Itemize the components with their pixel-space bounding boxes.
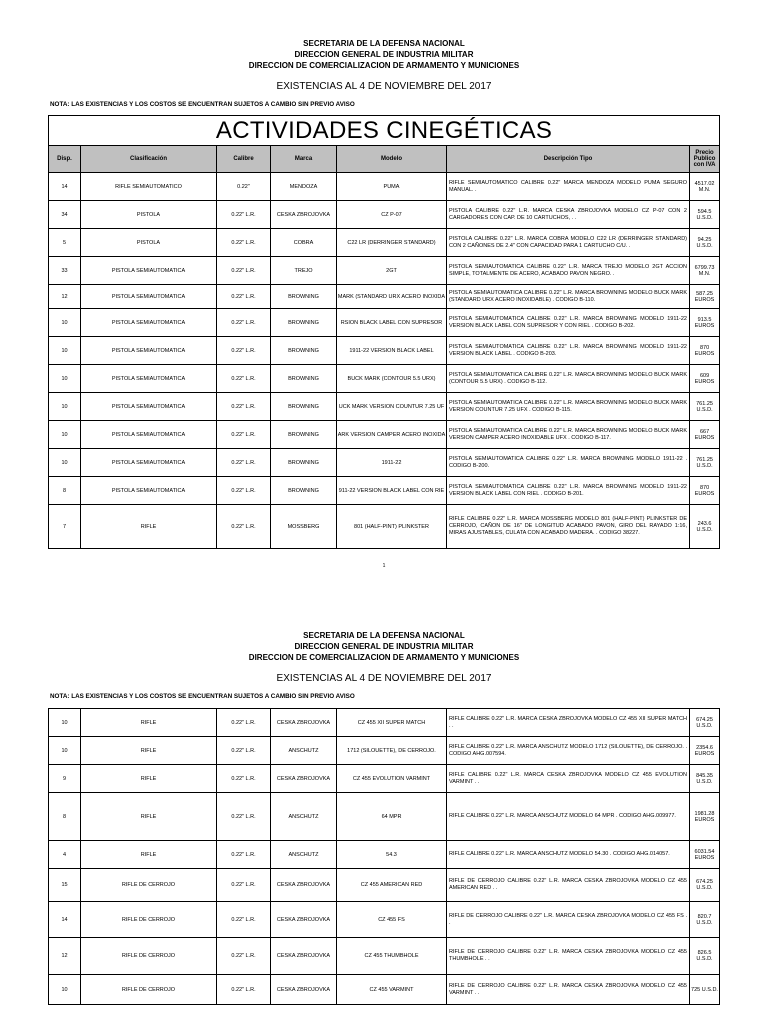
table-row — [49, 393, 720, 421]
cell-marca: CESKA ZBROJOVKA — [271, 869, 337, 902]
cell-marca: BROWNING — [271, 449, 337, 477]
page-2 — [0, 628, 768, 701]
cell-clasificacion: PISTOLA SEMIAUTOMATICA — [81, 285, 217, 309]
cell-clasificacion: RIFLE DE CERROJO — [81, 902, 217, 938]
cell-descripcion: RIFLE CALIBRE 0.22" L.R. MARCA MOSSBERG MODELO 801 (HALF-PINT) PLINKSTER DE CERROJO, CAÑON DE 16" DE LONGITUD ACABADO PAVON, GIRO DEL RAYADO 1:16, MIRAS AJUSTABLES, CULATA CON ACABADO MADERA. . CODIGO 38227. — [447, 505, 690, 549]
table-row — [49, 869, 720, 902]
table-row — [49, 285, 720, 309]
cell-precio: 4517.02 M.N. — [690, 173, 720, 201]
cell-marca: CESKA ZBROJOVKA — [271, 902, 337, 938]
cell-marca: ANSCHUTZ — [271, 841, 337, 869]
cell-descripcion: PISTOLA CALIBRE 0.22" L.R. MARCA CESKA ZBROJOVKA MODELO CZ P-07 CON 2 CARGADORES CON CAP. DE 10 CARTUCHOS, . . — [447, 201, 690, 229]
cell-modelo: CZ 455 AMERICAN RED — [337, 869, 447, 902]
header-direccion-comercializacion: DIRECCION DE COMERCIALIZACION DE ARMAMENTO Y MUNICIONES — [248, 61, 520, 70]
table-row — [49, 337, 720, 365]
cell-modelo: 1911-22 VERSION BLACK LABEL — [337, 337, 447, 365]
cell-marca: ANSCHUTZ — [271, 793, 337, 841]
cell-clasificacion: RIFLE SEMIAUTOMATICO — [81, 173, 217, 201]
header-direccion-general: DIRECCION GENERAL DE INDUSTRIA MILITAR — [294, 50, 474, 59]
table-row — [49, 975, 720, 1005]
cell-calibre: 0.22" L.R. — [217, 365, 271, 393]
cell-marca: BROWNING — [271, 365, 337, 393]
cell-calibre: 0.22" L.R. — [217, 841, 271, 869]
cell-disp: 10 — [49, 309, 81, 337]
cell-disp: 8 — [49, 793, 81, 841]
table-row — [49, 229, 720, 257]
cell-modelo: MARK (STANDARD URX ACERO INOXIDA — [337, 285, 447, 309]
cell-descripcion: RIFLE DE CERROJO CALIBRE 0.22" L.R. MARCA CESKA ZBROJOVKA MODELO CZ 455 VARMINT . . — [447, 975, 690, 1005]
cell-modelo: CZ 455 EVOLUTION VARMINT — [337, 765, 447, 793]
cell-modelo: 54.3 — [337, 841, 447, 869]
header-secretaria: SECRETARIA DE LA DEFENSA NACIONAL — [303, 39, 465, 48]
cell-descripcion: RIFLE DE CERROJO CALIBRE 0.22" L.R. MARCA CESKA ZBROJOVKA MODELO CZ 455 THUMBHOLE . . — [447, 938, 690, 975]
col-clasificacion: Clasificación — [81, 146, 217, 173]
cell-calibre: 0.22" L.R. — [217, 421, 271, 449]
cell-clasificacion: PISTOLA SEMIAUTOMATICA — [81, 337, 217, 365]
cell-marca: CESKA ZBROJOVKA — [271, 975, 337, 1005]
cell-disp: 33 — [49, 257, 81, 285]
cell-disp: 10 — [49, 365, 81, 393]
cell-precio: 870 EUROS — [690, 337, 720, 365]
cell-descripcion: PISTOLA SEMIAUTOMATICA CALIBRE 0.22" L.R. MARCA BROWNING MODELO 1911-22 VERSION BLACK LABEL . CODIGO B-203. — [447, 337, 690, 365]
cell-precio: 94.25 U.S.D. — [690, 229, 720, 257]
col-marca: Marca — [271, 146, 337, 173]
existencias-date: EXISTENCIAS AL 4 DE NOVIEMBRE DEL 2017 — [276, 81, 492, 92]
nota-disclaimer: NOTA: LAS EXISTENCIAS Y LOS COSTOS SE ENCUENTRAN SUJETOS A CAMBIO SIN PREVIO AVISO — [50, 101, 355, 108]
cell-disp: 10 — [49, 975, 81, 1005]
cell-clasificacion: PISTOLA — [81, 201, 217, 229]
cell-marca: BROWNING — [271, 477, 337, 505]
cell-clasificacion: RIFLE — [81, 841, 217, 869]
cell-descripcion: PISTOLA SEMIAUTOMATICA CALIBRE 0.22" L.R. MARCA BROWNING MODELO 1911-22 . CODIGO B-200. — [447, 449, 690, 477]
header-direccion-general: DIRECCION GENERAL DE INDUSTRIA MILITAR — [294, 642, 474, 651]
cell-modelo: CZ 455 VARMINT — [337, 975, 447, 1005]
cell-modelo: CZ 455 XII SUPER MATCH — [337, 709, 447, 737]
cell-clasificacion: PISTOLA SEMIAUTOMATICA — [81, 393, 217, 421]
cell-descripcion: RIFLE SEMIAUTOMATICO CALIBRE 0.22" MARCA MENDOZA MODELO PUMA SEGURO MANUAL. . — [447, 173, 690, 201]
cell-disp: 10 — [49, 421, 81, 449]
cell-calibre: 0.22" L.R. — [217, 477, 271, 505]
cell-modelo: CZ P-07 — [337, 201, 447, 229]
cell-precio: 870 EUROS — [690, 477, 720, 505]
cell-clasificacion: PISTOLA SEMIAUTOMATICA — [81, 257, 217, 285]
table-row — [49, 505, 720, 549]
header-direccion-comercializacion: DIRECCION DE COMERCIALIZACION DE ARMAMENTO Y MUNICIONES — [248, 653, 520, 662]
page-1 — [0, 0, 768, 109]
page-number: 1 — [382, 563, 386, 569]
cell-clasificacion: RIFLE — [81, 505, 217, 549]
cell-calibre: 0.22" L.R. — [217, 393, 271, 421]
table-row — [49, 449, 720, 477]
cell-calibre: 0.22" L.R. — [217, 765, 271, 793]
cell-modelo: C22 LR (DERRINGER STANDARD) — [337, 229, 447, 257]
cell-descripcion: RIFLE CALIBRE 0.22" L.R. MARCA CESKA ZBROJOVKA MODELO CZ 455 EVOLUTION VARMINT . . — [447, 765, 690, 793]
cell-clasificacion: PISTOLA SEMIAUTOMATICA — [81, 309, 217, 337]
cell-marca: MOSSBERG — [271, 505, 337, 549]
table-title: ACTIVIDADES CINEGÉTICAS — [49, 116, 720, 146]
column-header-row — [49, 146, 720, 173]
table-row — [49, 201, 720, 229]
table-row — [49, 477, 720, 505]
cell-calibre: 0.22" L.R. — [217, 869, 271, 902]
cell-clasificacion: RIFLE — [81, 737, 217, 765]
cell-marca: CESKA ZBROJOVKA — [271, 765, 337, 793]
cell-disp: 12 — [49, 285, 81, 309]
cell-marca: BROWNING — [271, 337, 337, 365]
cell-marca: CESKA ZBROJOVKA — [271, 201, 337, 229]
inventory-table-page-1 — [48, 115, 720, 549]
cell-precio: 826.5 U.S.D. — [690, 938, 720, 975]
cell-descripcion: PISTOLA CALIBRE 0.22" L.R. MARCA COBRA MODELO C22 LR (DERRINGER STANDARD) CON 2 CAÑONES DE 2.4" CON CAPACIDAD PARA 1 CARTUCHO C/U. . — [447, 229, 690, 257]
cell-precio: 820.7 U.S.D. — [690, 902, 720, 938]
cell-clasificacion: PISTOLA SEMIAUTOMATICA — [81, 449, 217, 477]
cell-descripcion: RIFLE CALIBRE 0.22" L.R. MARCA ANSCHUTZ MODELO 64 MPR . CODIGO AHG.009977. — [447, 793, 690, 841]
cell-marca: BROWNING — [271, 285, 337, 309]
cell-disp: 10 — [49, 393, 81, 421]
table-row — [49, 709, 720, 737]
cell-disp: 14 — [49, 173, 81, 201]
col-disp: Disp. — [49, 146, 81, 173]
cell-modelo: 2GT — [337, 257, 447, 285]
cell-descripcion: PISTOLA SEMIAUTOMATICA CALIBRE 0.22" L.R. MARCA BROWNING MODELO 1911-22 VERSION BLACK LABEL CON SUPRESOR Y CON RIEL . CODIGO B-202. — [447, 309, 690, 337]
cell-descripcion: PISTOLA SEMIAUTOMATICA CALIBRE 0.22" L.R. MARCA BROWNING MODELO BUCK MARK VERSION COUNTUR 7.25 UFX . CODIGO B-115. — [447, 393, 690, 421]
cell-clasificacion: RIFLE DE CERROJO — [81, 869, 217, 902]
cell-marca: COBRA — [271, 229, 337, 257]
cell-calibre: 0.22" L.R. — [217, 201, 271, 229]
cell-descripcion: PISTOLA SEMIAUTOMATICA CALIBRE 0.22" L.R. MARCA BROWNING MODELO BUCK MARK (STANDARD URX ACERO INOXIDABLE) . CODIGO B-110. — [447, 285, 690, 309]
cell-descripcion: RIFLE DE CERROJO CALIBRE 0.22" L.R. MARCA CESKA ZBROJOVKA MODELO CZ 455 AMERICAN RED . . — [447, 869, 690, 902]
cell-calibre: 0.22" L.R. — [217, 938, 271, 975]
cell-precio: 845.35 U.S.D. — [690, 765, 720, 793]
table-row — [49, 421, 720, 449]
cell-clasificacion: RIFLE DE CERROJO — [81, 975, 217, 1005]
cell-precio: 609 EUROS — [690, 365, 720, 393]
cell-precio: 667 EUROS — [690, 421, 720, 449]
cell-precio: 594.5 U.S.D. — [690, 201, 720, 229]
cell-descripcion: RIFLE DE CERROJO CALIBRE 0.22" L.R. MARCA CESKA ZBROJOVKA MODELO CZ 455 FS . . — [447, 902, 690, 938]
cell-modelo: PUMA — [337, 173, 447, 201]
cell-marca: MENDOZA — [271, 173, 337, 201]
table-row — [49, 841, 720, 869]
table-row — [49, 257, 720, 285]
cell-precio: 761.25 U.S.D. — [690, 449, 720, 477]
inventory-table-page-2 — [48, 708, 720, 1005]
cell-clasificacion: RIFLE — [81, 765, 217, 793]
col-modelo: Modelo — [337, 146, 447, 173]
cell-marca: CESKA ZBROJOVKA — [271, 709, 337, 737]
cell-calibre: 0.22" L.R. — [217, 309, 271, 337]
cell-marca: ANSCHUTZ — [271, 737, 337, 765]
cell-descripcion: PISTOLA SEMIAUTOMATICA CALIBRE 0.22" L.R. MARCA BROWNING MODELO BUCK MARK (CONTOUR 5.5 URX) . CODIGO B-112. — [447, 365, 690, 393]
cell-descripcion: RIFLE CALIBRE 0.22" L.R. MARCA CESKA ZBROJOVKA MODELO CZ 455 XII SUPER MATCH . . — [447, 709, 690, 737]
cell-precio: 674.25 U.S.D. — [690, 709, 720, 737]
cell-precio: 6799.73 M.N. — [690, 257, 720, 285]
cell-descripcion: RIFLE CALIBRE 0.22" L.R. MARCA ANSCHUTZ MODELO 1712 (SILOUETTE), DE CERROJO. . CODIGO AHG.007594. — [447, 737, 690, 765]
col-calibre: Calibre — [217, 146, 271, 173]
cell-precio: 913.5 EUROS — [690, 309, 720, 337]
cell-modelo: BUCK MARK (CONTOUR 5.5 URX) — [337, 365, 447, 393]
cell-disp: 7 — [49, 505, 81, 549]
cell-modelo: 1911-22 — [337, 449, 447, 477]
cell-precio: 587.25 EUROS — [690, 285, 720, 309]
cell-modelo: CZ 455 THUMBHOLE — [337, 938, 447, 975]
cell-precio: 725 U.S.D. — [690, 975, 720, 1005]
cell-calibre: 0.22" L.R. — [217, 737, 271, 765]
cell-calibre: 0.22" L.R. — [217, 285, 271, 309]
cell-calibre: 0.22" L.R. — [217, 793, 271, 841]
cell-disp: 4 — [49, 841, 81, 869]
table-row — [49, 173, 720, 201]
cell-disp: 8 — [49, 477, 81, 505]
cell-precio: 761.25 U.S.D. — [690, 393, 720, 421]
table-row — [49, 765, 720, 793]
cell-calibre: 0.22" — [217, 173, 271, 201]
cell-calibre: 0.22" L.R. — [217, 449, 271, 477]
cell-modelo: UCK MARK VERSION COUNTUR 7.25 UF — [337, 393, 447, 421]
cell-descripcion: PISTOLA SEMIAUTOMATICA CALIBRE 0.22" L.R. MARCA BROWNING MODELO BUCK MARK VERSION CAMPER ACERO INOXIDABLE UFX . CODIGO B-117. — [447, 421, 690, 449]
existencias-date: EXISTENCIAS AL 4 DE NOVIEMBRE DEL 2017 — [276, 673, 492, 684]
cell-precio: 1981.28 EUROS — [690, 793, 720, 841]
cell-disp: 15 — [49, 869, 81, 902]
cell-marca: TREJO — [271, 257, 337, 285]
cell-modelo: CZ 455 FS — [337, 902, 447, 938]
table-row — [49, 309, 720, 337]
cell-clasificacion: PISTOLA SEMIAUTOMATICA — [81, 365, 217, 393]
cell-calibre: 0.22" L.R. — [217, 257, 271, 285]
col-precio: Precio Publico con IVA — [690, 146, 720, 173]
cell-disp: 10 — [49, 709, 81, 737]
cell-clasificacion: RIFLE — [81, 793, 217, 841]
header-secretaria: SECRETARIA DE LA DEFENSA NACIONAL — [303, 631, 465, 640]
cell-disp: 34 — [49, 201, 81, 229]
cell-clasificacion: PISTOLA SEMIAUTOMATICA — [81, 477, 217, 505]
cell-descripcion: RIFLE CALIBRE 0.22" L.R. MARCA ANSCHUTZ MODELO 54.30 . CODIGO AHG.014057. — [447, 841, 690, 869]
cell-disp: 14 — [49, 902, 81, 938]
page-2-header — [0, 628, 768, 663]
col-descripcion: Descripción Tipo — [447, 146, 690, 173]
table-row — [49, 902, 720, 938]
cell-calibre: 0.22" L.R. — [217, 709, 271, 737]
cell-clasificacion: PISTOLA SEMIAUTOMATICA — [81, 421, 217, 449]
cell-disp: 10 — [49, 737, 81, 765]
cell-disp: 12 — [49, 938, 81, 975]
cell-disp: 10 — [49, 449, 81, 477]
cell-modelo: 64 MPR — [337, 793, 447, 841]
cell-disp: 10 — [49, 337, 81, 365]
cell-calibre: 0.22" L.R. — [217, 229, 271, 257]
cell-modelo: 801 (HALF-PINT) PLINKSTER — [337, 505, 447, 549]
table-row — [49, 365, 720, 393]
table-row — [49, 938, 720, 975]
page-1-header — [0, 0, 768, 71]
cell-marca: BROWNING — [271, 421, 337, 449]
cell-modelo: ARK VERSION CAMPER ACERO INOXIDA — [337, 421, 447, 449]
cell-modelo: 911-22 VERSION BLACK LABEL CON RIE — [337, 477, 447, 505]
cell-calibre: 0.22" L.R. — [217, 337, 271, 365]
cell-modelo: 1712 (SILOUETTE), DE CERROJO. — [337, 737, 447, 765]
cell-clasificacion: PISTOLA — [81, 229, 217, 257]
cell-calibre: 0.22" L.R. — [217, 505, 271, 549]
cell-marca: BROWNING — [271, 393, 337, 421]
cell-precio: 243.6 U.S.D. — [690, 505, 720, 549]
cell-precio: 2354.6 EUROS — [690, 737, 720, 765]
table-row — [49, 737, 720, 765]
nota-disclaimer: NOTA: LAS EXISTENCIAS Y LOS COSTOS SE ENCUENTRAN SUJETOS A CAMBIO SIN PREVIO AVISO — [50, 693, 355, 700]
cell-precio: 674.25 U.S.D. — [690, 869, 720, 902]
cell-modelo: RSION BLACK LABEL CON SUPRESOR — [337, 309, 447, 337]
cell-clasificacion: RIFLE — [81, 709, 217, 737]
cell-calibre: 0.22" L.R. — [217, 902, 271, 938]
cell-clasificacion: RIFLE DE CERROJO — [81, 938, 217, 975]
cell-marca: CESKA ZBROJOVKA — [271, 938, 337, 975]
cell-marca: BROWNING — [271, 309, 337, 337]
cell-precio: 6031.54 EUROS — [690, 841, 720, 869]
cell-disp: 9 — [49, 765, 81, 793]
cell-disp: 5 — [49, 229, 81, 257]
cell-descripcion: PISTOLA SEMIAUTOMATICA CALIBRE 0.22" L.R. MARCA BROWNING MODELO 1911-22 VERSION BLACK LABEL CON RIEL . CODIGO B-201. — [447, 477, 690, 505]
table-row — [49, 793, 720, 841]
cell-calibre: 0.22" L.R. — [217, 975, 271, 1005]
cell-descripcion: PISTOLA SEMIAUTOMATICA CALIBRE 0.22" L.R. MARCA TREJO MODELO 2GT ACCION SIMPLE, TOTALMENTE DE ACERO, ACABADO PAVON NEGRO. . — [447, 257, 690, 285]
